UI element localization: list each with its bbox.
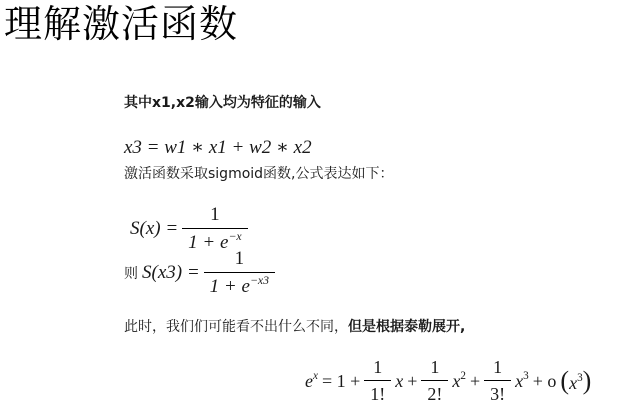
taylor-plus1: + [407,370,418,391]
sigmoid-exponent: −x [228,229,242,243]
taylor-plus2: + [470,370,481,391]
taylor-term2-var: $x^2$ [452,369,466,391]
sigmoid-lhs: S(x) = [130,218,179,239]
taylor-remainder-arg: $(x^3)$ [560,366,592,395]
sigmoid-formula [130,204,248,254]
taylor-intro [124,318,465,336]
then-label: 则 [124,266,138,282]
sigmoid-x3-lhs: S(x3) = [142,262,200,283]
taylor-term2: $\frac{1}{2!}$ [421,357,448,405]
sigmoid-description: 激活函数采取sigmoid函数,公式表达如下： [124,166,394,182]
sigmoid-fraction [182,204,247,254]
sigmoid-x3-denominator: $1 + e^{-x3}$ [204,272,275,298]
taylor-term1-var: x [395,370,404,391]
sigmoid-denominator: $1 + e^{-x}$ [182,228,247,254]
taylor-expansion [305,357,591,405]
taylor-intro-normal: 此时，我们们可能看不出什么不同， [124,319,348,335]
taylor-term3: $\frac{1}{3!}$ [484,357,511,405]
x3-equation: x3 = w1 ∗ x1 + w2 ∗ x2 [124,137,312,158]
sigmoid-numerator: 1 [210,204,220,225]
taylor-remainder: + o [532,370,557,391]
taylor-term3-var: $x^3$ [515,369,529,391]
sigmoid-x3-fraction [204,248,275,298]
taylor-term1: $\frac{1}{1!}$ [364,357,391,405]
taylor-intro-bold: 但是根据泰勒展开, [348,319,466,335]
sigmoid-x3-numerator: 1 [234,248,245,269]
sigmoid-x3-exponent: −x3 [249,273,269,287]
taylor-lhs: $e^x$ [305,369,318,391]
sigmoid-x3-formula [124,248,275,298]
inputs-description: 其中x1,x2输入均为特征的输入 [124,95,321,111]
page-title: 理解激活函数 [4,2,239,46]
taylor-equals: = 1 + [321,370,361,391]
